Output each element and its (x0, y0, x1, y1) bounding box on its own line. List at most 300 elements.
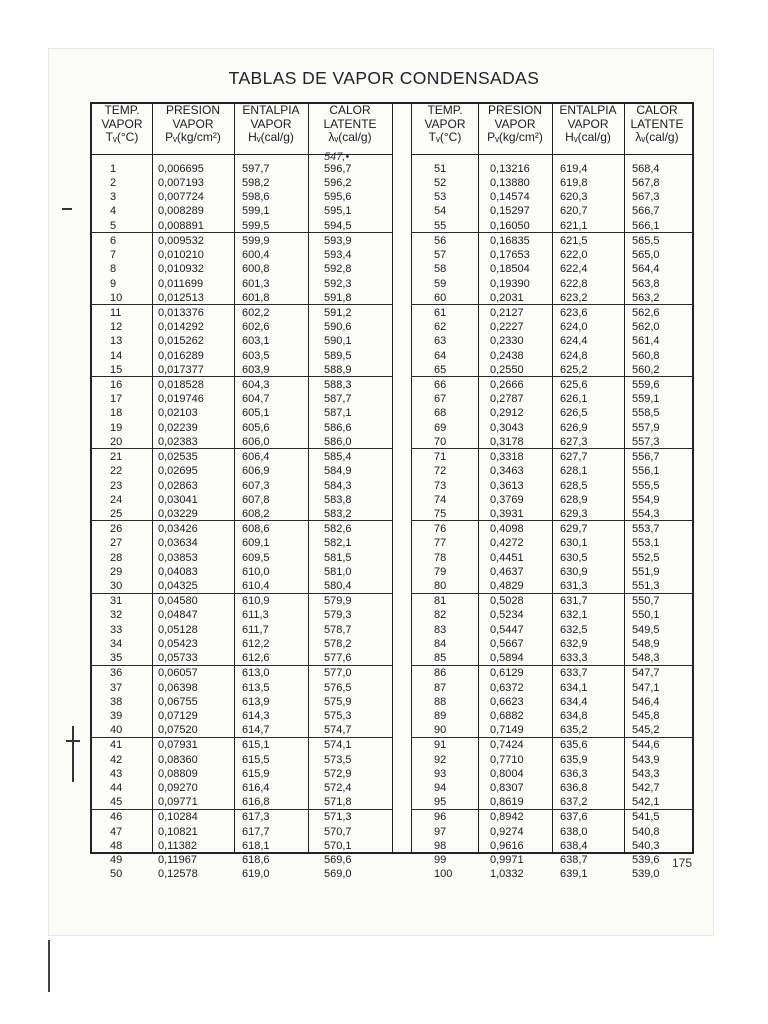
entalpia-cell: 619,4 (560, 163, 588, 175)
table-row (92, 867, 392, 881)
presion-cell: 0,007193 (158, 177, 204, 190)
entalpia-cell: 634,1 (560, 681, 588, 694)
presion-cell: 0,017377 (158, 363, 204, 376)
temp-cell: 63 (434, 335, 447, 348)
entalpia-cell: 616,4 (242, 781, 270, 794)
presion-cell: 0,13216 (490, 163, 530, 175)
table-row (92, 795, 392, 809)
entalpia-cell: 610,0 (242, 565, 270, 578)
table-row (412, 551, 692, 565)
calor-cell: 551,3 (632, 579, 660, 592)
calor-cell: 573,5 (324, 753, 352, 766)
entalpia-cell: 603,9 (242, 363, 270, 376)
entalpia-cell: 615,5 (242, 753, 270, 766)
entalpia-cell: 632,1 (560, 609, 588, 622)
entalpia-cell: 600,4 (242, 249, 270, 262)
table-row (92, 594, 392, 608)
presion-cell: 0,03426 (158, 523, 198, 536)
entalpia-cell: 635,9 (560, 753, 588, 766)
entalpia-cell: 597,7 (242, 163, 270, 175)
calor-cell: 554,9 (632, 493, 660, 506)
entalpia-cell: 613,0 (242, 667, 270, 680)
header-text: λᵥ(cal/g) (635, 130, 679, 144)
table-row (92, 320, 392, 334)
table-row (412, 637, 692, 651)
header-text: PRESION (487, 103, 542, 117)
entalpia-cell: 635,2 (560, 723, 588, 736)
entalpia-cell: 637,6 (560, 811, 588, 824)
presion-cell: 0,6623 (490, 695, 524, 708)
calor-cell: 584,3 (324, 479, 352, 492)
table-row (92, 565, 392, 579)
presion-cell: 0,010210 (158, 249, 204, 262)
margin-mark (62, 208, 72, 210)
table-row (412, 479, 692, 493)
header-text: VAPOR (101, 116, 143, 131)
calor-cell: 581,0 (324, 565, 352, 578)
calor-cell: 588,9 (324, 363, 352, 376)
entalpia-cell: 624,0 (560, 321, 588, 334)
presion-cell: 0,3931 (490, 507, 524, 520)
header-text: Hᵥ(cal/g) (565, 130, 611, 144)
table-row (412, 248, 692, 262)
presion-cell: 0,3613 (490, 479, 524, 492)
presion-cell: 0,02103 (158, 407, 198, 420)
presion-cell: 0,04083 (158, 565, 198, 578)
temp-cell: 32 (110, 609, 123, 622)
presion-cell: 0,13880 (490, 177, 530, 190)
presion-cell: 0,7424 (490, 739, 524, 752)
entalpia-cell: 632,9 (560, 637, 588, 650)
table-row (412, 623, 692, 637)
calor-cell: 583,8 (324, 493, 352, 506)
calor-cell: 553,7 (632, 523, 660, 536)
presion-cell: 0,011699 (158, 277, 204, 290)
temp-cell: 67 (434, 393, 447, 406)
header-text: λᵥ(cal/g) (328, 130, 372, 144)
table-row (412, 277, 692, 291)
entalpia-cell: 626,1 (560, 393, 588, 406)
calor-cell: 554,3 (632, 507, 660, 520)
entalpia-cell: 631,3 (560, 579, 588, 592)
calor-cell: 547,7 (632, 667, 660, 680)
header-presion-right (478, 104, 552, 154)
entalpia-cell: 627,3 (560, 435, 588, 448)
temp-cell: 51 (434, 163, 447, 175)
table-row (412, 594, 692, 608)
temp-cell: 27 (110, 537, 123, 550)
calor-cell: 556,1 (632, 465, 660, 478)
entalpia-cell: 621,5 (560, 235, 588, 248)
annotation-text: 547,• (324, 151, 350, 163)
entalpia-cell: 615,9 (242, 767, 270, 780)
entalpia-cell: 608,2 (242, 507, 270, 520)
calor-cell: 593,4 (324, 249, 352, 262)
calor-cell: 575,3 (324, 709, 352, 722)
entalpia-cell: 608,6 (242, 523, 270, 536)
table-row (92, 810, 392, 824)
table-row (92, 306, 392, 320)
presion-cell: 0,016289 (158, 349, 204, 362)
presion-cell: 0,019746 (158, 393, 204, 406)
presion-cell: 0,5894 (490, 651, 524, 664)
calor-cell: 565,5 (632, 235, 660, 248)
entalpia-cell: 633,3 (560, 651, 588, 664)
table-row (92, 608, 392, 622)
table-row (92, 781, 392, 795)
entalpia-cell: 619,0 (242, 868, 270, 881)
table-row (92, 522, 392, 536)
page-title: TABLAS DE VAPOR CONDENSADAS (228, 68, 540, 88)
presion-cell: 0,7710 (490, 753, 524, 766)
temp-cell: 80 (434, 579, 447, 592)
header-temp-right (412, 104, 478, 154)
table-row (92, 234, 392, 248)
temp-cell: 36 (110, 667, 123, 680)
calor-cell: 559,6 (632, 379, 660, 392)
table-row (412, 450, 692, 464)
presion-cell: 0,07129 (158, 709, 198, 722)
entalpia-cell: 604,3 (242, 379, 270, 392)
calor-cell: 557,9 (632, 421, 660, 434)
temp-cell: 90 (434, 723, 447, 736)
calor-cell: 574,1 (324, 739, 352, 752)
calor-cell: 569,0 (324, 868, 352, 881)
presion-cell: 0,9616 (490, 839, 524, 852)
temp-cell: 66 (434, 379, 447, 392)
table-row (92, 190, 392, 204)
calor-cell: 571,8 (324, 796, 352, 808)
header-rule (412, 154, 692, 155)
entalpia-cell: 630,1 (560, 537, 588, 550)
entalpia-cell: 610,4 (242, 579, 270, 592)
presion-cell: 0,08360 (158, 753, 198, 766)
temp-cell: 58 (434, 263, 447, 276)
presion-cell: 0,10821 (158, 825, 198, 838)
calor-cell: 587,7 (324, 393, 352, 406)
presion-cell: 0,04325 (158, 579, 198, 592)
presion-cell: 0,012513 (158, 291, 204, 304)
table-row (412, 666, 692, 680)
table-row (92, 291, 392, 305)
calor-cell: 595,6 (324, 191, 352, 204)
temp-cell: 43 (110, 767, 123, 780)
header-text: CALOR (329, 103, 371, 117)
presion-cell: 0,3769 (490, 493, 524, 506)
presion-cell: 0,2031 (490, 291, 524, 304)
table-row (92, 825, 392, 839)
entalpia-cell: 617,3 (242, 811, 270, 824)
presion-cell: 0,07931 (158, 739, 198, 752)
entalpia-cell: 612,2 (242, 637, 270, 650)
table-left-half (92, 103, 392, 881)
entalpia-cell: 611,7 (242, 623, 269, 636)
header-text: VAPOR (494, 116, 536, 131)
entalpia-cell: 631,7 (560, 595, 588, 608)
entalpia-cell: 639,1 (560, 868, 588, 881)
table-row (92, 637, 392, 651)
calor-cell: 595,1 (324, 205, 352, 218)
header-text: LATENTE (630, 116, 684, 131)
table-row (412, 507, 692, 521)
calor-cell: 546,4 (632, 695, 660, 708)
calor-cell: 582,1 (324, 537, 352, 550)
calor-cell: 551,9 (632, 565, 660, 578)
presion-cell: 0,4098 (490, 523, 524, 536)
calor-cell: 581,5 (324, 551, 352, 564)
header-text: Pᵥ(kg/cm²) (165, 130, 221, 144)
calor-cell: 547,1 (632, 681, 660, 694)
calor-cell: 560,2 (632, 363, 660, 376)
entalpia-cell: 638,4 (560, 839, 588, 852)
presion-cell: 0,9274 (490, 825, 524, 838)
presion-cell: 0,03853 (158, 551, 198, 564)
presion-cell: 0,013376 (158, 307, 204, 320)
table-row (412, 262, 692, 276)
temp-cell: 29 (110, 565, 123, 578)
table-row (412, 378, 692, 392)
calor-cell: 556,7 (632, 451, 660, 464)
presion-cell: 0,09270 (158, 781, 198, 794)
temp-cell: 84 (434, 637, 447, 650)
calor-cell: 561,4 (632, 335, 660, 348)
entalpia-cell: 601,8 (242, 291, 270, 304)
temp-cell: 14 (110, 349, 123, 362)
temp-cell: 25 (110, 507, 123, 520)
table-row (92, 723, 392, 737)
table-row (412, 421, 692, 435)
temp-cell: 5 (110, 219, 117, 232)
temp-cell: 30 (110, 579, 123, 592)
entalpia-cell: 629,7 (560, 523, 588, 536)
presion-cell: 0,4637 (490, 565, 524, 578)
temp-cell: 55 (434, 219, 447, 232)
presion-cell: 0,8004 (490, 767, 524, 780)
entalpia-cell: 603,5 (242, 349, 270, 362)
table-row (412, 493, 692, 507)
calor-cell: 548,3 (632, 651, 660, 664)
entalpia-cell: 628,9 (560, 493, 588, 506)
entalpia-cell: 604,7 (242, 393, 270, 406)
entalpia-cell: 606,4 (242, 451, 270, 464)
temp-cell: 73 (434, 479, 447, 492)
entalpia-cell: 607,3 (242, 479, 270, 492)
presion-cell: 0,009532 (158, 235, 204, 248)
entalpia-cell: 637,2 (560, 796, 588, 808)
temp-cell: 54 (434, 205, 447, 218)
temp-cell: 2 (110, 177, 117, 190)
calor-cell: 579,3 (324, 609, 352, 622)
calor-cell: 549,5 (632, 623, 660, 636)
table-row (412, 825, 692, 839)
temp-cell: 77 (434, 537, 447, 550)
table-row (412, 608, 692, 622)
temp-cell: 56 (434, 235, 447, 248)
calor-cell: 572,9 (324, 767, 352, 780)
presion-cell: 0,3463 (490, 465, 524, 478)
calor-cell: 566,7 (632, 205, 660, 218)
table-row (92, 623, 392, 637)
temp-cell: 81 (434, 595, 447, 608)
temp-cell: 44 (110, 781, 123, 794)
calor-cell: 579,9 (324, 595, 352, 608)
page-edge-line (48, 940, 50, 992)
table-row (92, 378, 392, 392)
calor-cell: 541,5 (632, 811, 660, 824)
table-row (92, 479, 392, 493)
calor-cell: 569,6 (324, 853, 352, 866)
calor-cell: 542,7 (632, 781, 660, 794)
temp-cell: 9 (110, 277, 117, 290)
header-text: CALOR (636, 103, 678, 117)
temp-cell: 31 (110, 595, 123, 608)
entalpia-cell: 603,1 (242, 335, 270, 348)
temp-cell: 18 (110, 407, 123, 420)
temp-cell: 97 (434, 825, 447, 838)
presion-cell: 0,4451 (490, 551, 524, 564)
calor-cell: 572,4 (324, 781, 352, 794)
table-row (412, 204, 692, 218)
presion-cell: 0,02383 (158, 435, 198, 448)
presion-cell: 0,2438 (490, 349, 524, 362)
entalpia-cell: 627,7 (560, 451, 588, 464)
temp-cell: 19 (110, 421, 123, 434)
temp-cell: 45 (110, 796, 123, 808)
table-row (412, 723, 692, 737)
temp-cell: 93 (434, 767, 447, 780)
presion-cell: 0,006695 (158, 163, 204, 175)
temp-cell: 99 (434, 853, 447, 866)
header-text: ENTALPIA (559, 103, 617, 117)
temp-cell: 20 (110, 435, 123, 448)
header-calor-left (308, 104, 392, 154)
calor-cell: 542,1 (632, 796, 660, 808)
temp-cell: 52 (434, 177, 447, 190)
table-row (92, 334, 392, 348)
table-row (92, 551, 392, 565)
temp-cell: 88 (434, 695, 447, 708)
calor-cell: 552,5 (632, 551, 660, 564)
header-calor-right (624, 104, 690, 154)
temp-cell: 89 (434, 709, 447, 722)
temp-cell: 57 (434, 249, 447, 262)
table-row (412, 334, 692, 348)
presion-cell: 0,010932 (158, 263, 204, 276)
table-row (412, 464, 692, 478)
table-row (92, 666, 392, 680)
presion-cell: 0,06057 (158, 667, 198, 680)
presion-cell: 0,5667 (490, 637, 524, 650)
table-row (92, 219, 392, 233)
table-row (412, 753, 692, 767)
entalpia-cell: 636,3 (560, 767, 588, 780)
entalpia-cell: 601,3 (242, 277, 270, 290)
entalpia-cell: 629,3 (560, 507, 588, 520)
header-text: Pᵥ(kg/cm²) (487, 130, 543, 144)
calor-cell: 550,7 (632, 595, 660, 608)
table-row (92, 681, 392, 695)
calor-cell: 586,0 (324, 435, 352, 448)
table-row (412, 435, 692, 449)
presion-cell: 0,8942 (490, 811, 524, 824)
presion-cell: 0,6129 (490, 667, 524, 680)
entalpia-cell: 606,9 (242, 465, 270, 478)
presion-cell: 0,03229 (158, 507, 198, 520)
entalpia-cell: 613,5 (242, 681, 270, 694)
entalpia-cell: 638,0 (560, 825, 588, 838)
presion-cell: 0,2550 (490, 363, 524, 376)
temp-cell: 100 (434, 868, 453, 881)
temp-cell: 94 (434, 781, 447, 794)
entalpia-cell: 625,2 (560, 363, 588, 376)
table-row (92, 435, 392, 449)
temp-cell: 75 (434, 507, 447, 520)
table-row (412, 651, 692, 665)
temp-cell: 15 (110, 363, 123, 376)
presion-cell: 1,0332 (490, 868, 524, 881)
calor-cell: 560,8 (632, 349, 660, 362)
entalpia-cell: 599,9 (242, 235, 270, 248)
presion-cell: 0,15297 (490, 205, 530, 218)
table-row (412, 291, 692, 305)
entalpia-cell: 605,6 (242, 421, 270, 434)
calor-cell: 543,9 (632, 753, 660, 766)
table-row (412, 695, 692, 709)
entalpia-cell: 614,3 (242, 709, 270, 722)
temp-cell: 68 (434, 407, 447, 420)
presion-cell: 0,8307 (490, 781, 524, 794)
temp-cell: 47 (110, 825, 123, 838)
header-entalpia-right (552, 104, 624, 154)
presion-cell: 0,09771 (158, 796, 198, 808)
temp-cell: 64 (434, 349, 447, 362)
presion-cell: 0,2787 (490, 393, 524, 406)
presion-cell: 0,05128 (158, 623, 198, 636)
entalpia-cell: 598,6 (242, 191, 270, 204)
entalpia-cell: 621,1 (560, 219, 588, 232)
presion-cell: 0,5447 (490, 623, 524, 636)
table-row (92, 204, 392, 218)
presion-cell: 0,9971 (490, 853, 524, 866)
entalpia-cell: 624,8 (560, 349, 588, 362)
temp-cell: 69 (434, 421, 447, 434)
entalpia-cell: 622,8 (560, 277, 588, 290)
temp-cell: 24 (110, 493, 123, 506)
table-row (92, 767, 392, 781)
presion-cell: 0,3318 (490, 451, 524, 464)
steam-table (90, 102, 694, 881)
table-row (92, 406, 392, 420)
presion-cell: 0,7149 (490, 723, 524, 736)
entalpia-cell: 630,5 (560, 551, 588, 564)
table-row (92, 738, 392, 752)
calor-cell: 589,5 (324, 349, 352, 362)
presion-cell: 0,02695 (158, 465, 198, 478)
presion-cell: 0,08809 (158, 767, 198, 780)
temp-cell: 7 (110, 249, 117, 262)
header-text: VAPOR (172, 116, 214, 131)
header-text: ENTALPIA (242, 103, 300, 117)
presion-cell: 0,008289 (158, 205, 204, 218)
temp-cell: 11 (110, 307, 122, 320)
table-row (92, 248, 392, 262)
temp-cell: 48 (110, 839, 123, 852)
presion-cell: 0,16835 (490, 235, 530, 248)
calor-cell: 584,9 (324, 465, 352, 478)
presion-cell: 0,06398 (158, 681, 198, 694)
presion-cell: 0,19390 (490, 277, 530, 290)
table-row (412, 306, 692, 320)
